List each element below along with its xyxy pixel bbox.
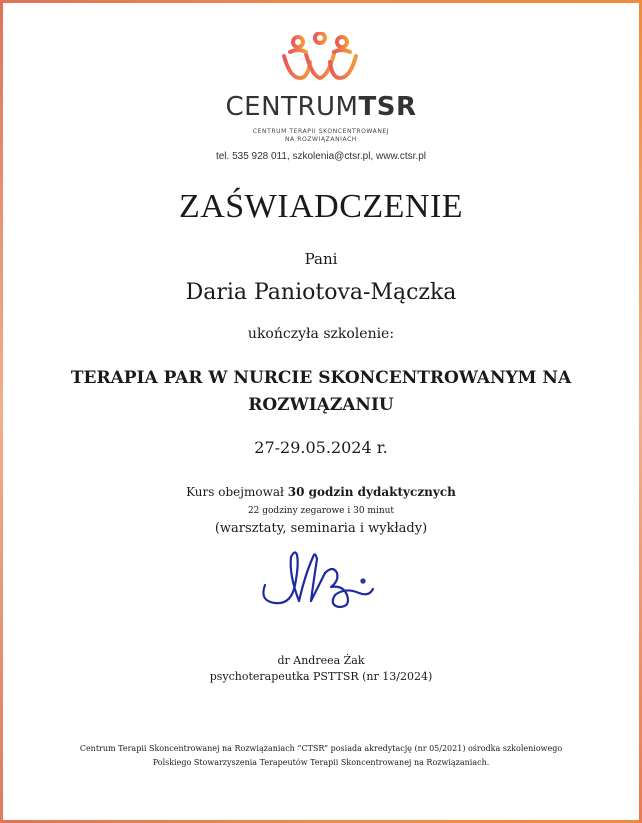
three-people-icon (276, 32, 364, 84)
course-title-line2: ROZWIĄZANIU (248, 395, 394, 415)
footer-line2: Polskiego Stowarzyszenia Terapeutów Terapii Skoncentrowanej na Rozwiązaniach. (152, 758, 490, 767)
completed-text: ukończyła szkolenie: (247, 326, 395, 342)
signer-title: psychoterapeutka PSTTSR (nr 13/2024) (209, 670, 433, 683)
footer-line1: Centrum Terapii Skoncentrowanej na Rozwiązaniach “CTSR” posiada akredytację (nr 05/2021) ośrodka szkoleniowego (79, 744, 563, 753)
clock-hours: 22 godziny zegarowe i 30 minut (247, 506, 395, 516)
course-hours (0, 485, 642, 499)
course-dates: 27-29.05.2024 r. (254, 438, 388, 457)
brand-bold: TSR (358, 92, 417, 122)
recipient-name: Daria Paniotova-Mączka (185, 280, 457, 305)
course-forms: (warsztaty, seminaria i wykłady) (214, 521, 428, 536)
salutation: Pani (304, 250, 338, 268)
brand-wordmark (0, 92, 642, 122)
certificate-title: ZAŚWIADCZENIE (178, 188, 464, 225)
signer-name: dr Andreea Żak (277, 654, 365, 667)
tagline-line2: NA ROZWIĄZANIACH (284, 136, 358, 143)
course-title-line1: TERAPIA PAR W NURCIE SKONCENTROWANYM NA (70, 368, 572, 388)
contact-info: tel. 535 928 011, szkolenia@ctsr.pl, www.ctsr.pl (215, 151, 427, 162)
border-top (0, 0, 642, 3)
tagline-line1: CENTRUM TERAPII SKONCENTROWANEJ (252, 128, 390, 135)
brand-thin: CENTRUM (225, 92, 359, 122)
hours-bold: 30 godzin dydaktycznych (287, 485, 456, 499)
hours-prefix: Kurs obejmował (186, 485, 288, 499)
handwritten-signature (255, 545, 385, 615)
